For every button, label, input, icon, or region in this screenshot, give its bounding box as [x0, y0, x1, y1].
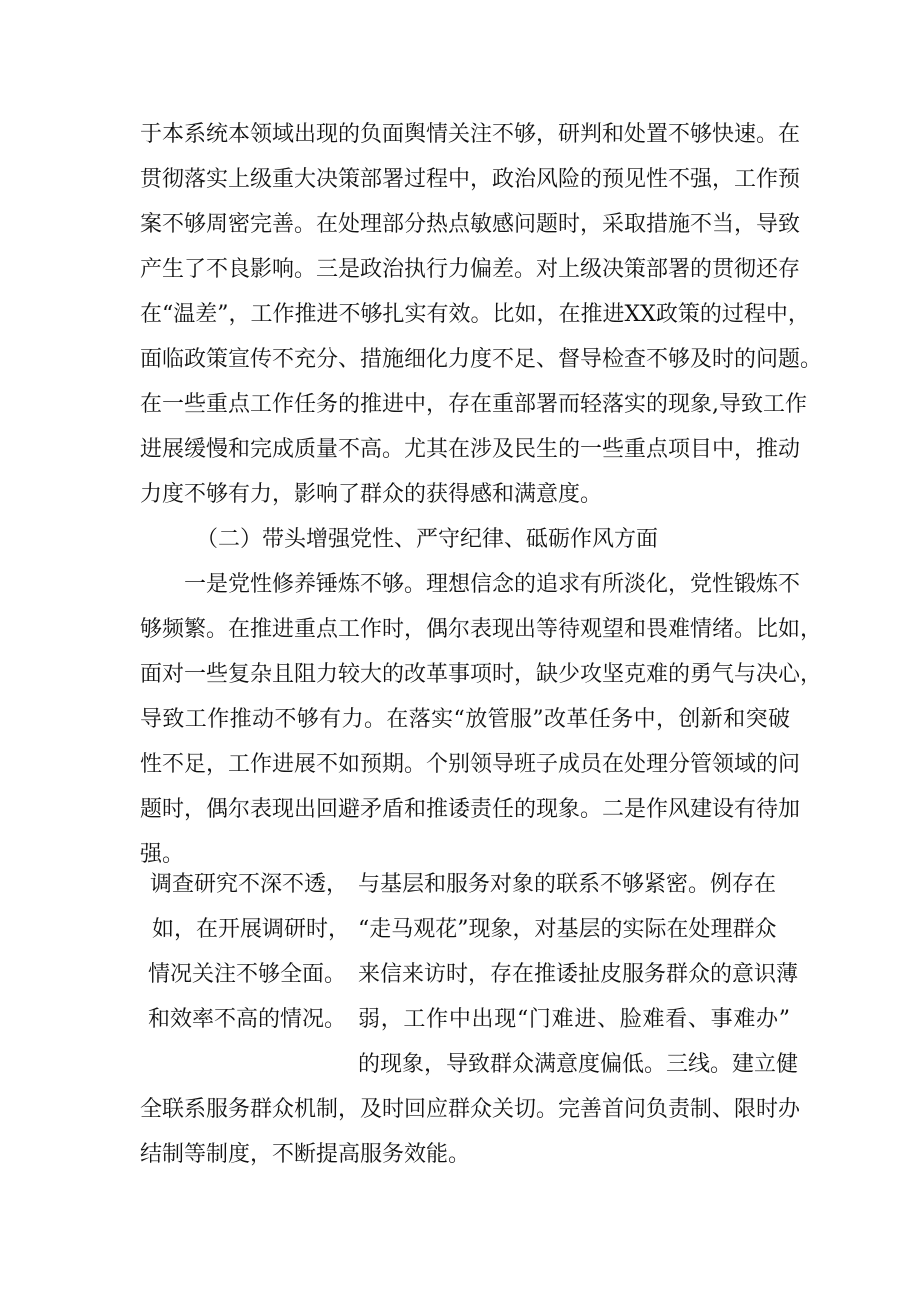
- text-line: 在“温差”，工作推进不够扎实有效。比如，在推进XX政策的过程中，: [140, 302, 810, 327]
- text-line: 力度不够有力，影响了群众的获得感和满意度。: [140, 482, 603, 507]
- text-line: 情况关注不够全面。: [148, 962, 347, 987]
- text-line: 如，在开展调研时，: [152, 917, 351, 942]
- text-line: 一是党性修养锤炼不够。理想信念的追求有所淡化，党性锻炼不: [184, 572, 801, 597]
- section-heading: （二）带头增强党性、严守纪律、砥砺作风方面: [196, 527, 659, 552]
- text-line: 调查研究不深不透，: [150, 872, 349, 897]
- text-line: 结制等制度，不断提高服务效能。: [140, 1142, 471, 1167]
- text-line: 在一些重点工作任务的推进中，存在重部署而轻落实的现象,导致工作: [140, 392, 807, 417]
- text-line: 全联系服务群众机制，及时回应群众关切。完善首问负责制、限时办: [140, 1097, 801, 1122]
- text-line: 够频繁。在推进重点工作时，偶尔表现出等待观望和畏难情绪。比如，: [140, 617, 823, 642]
- text-line: 面对一些复杂且阻力较大的改革事项时，缺少攻坚克难的勇气与决心，: [140, 662, 823, 687]
- text-line: 产生了不良影响。三是政治执行力偏差。对上级决策部署的贯彻还存: [140, 257, 801, 282]
- text-line: 案不够周密完善。在处理部分热点敏感问题时，采取措施不当，导致: [140, 212, 801, 237]
- text-line: 与基层和服务对象的联系不够紧密。例存在: [358, 872, 777, 897]
- text-line: 来信来访时，存在推诿扯皮服务群众的意识薄: [358, 962, 799, 987]
- text-line: 贯彻落实上级重大决策部署过程中，政治风险的预见性不强，工作预: [140, 167, 801, 192]
- text-line: 题时，偶尔表现出回避矛盾和推诿责任的现象。二是作风建设有待加: [140, 797, 801, 822]
- text-line: 弱，工作中出现“门难进、脸难看、事难办”: [358, 1007, 790, 1032]
- text-line: 性不足，工作进展不如预期。个别领导班子成员在处理分管领域的问: [140, 752, 801, 777]
- text-line: 和效率不高的情况。: [148, 1007, 347, 1032]
- text-line: “走马观花”现象，对基层的实际在处理群众: [358, 917, 777, 942]
- text-line: 面临政策宣传不充分、措施细化力度不足、督导检查不够及时的问题。: [140, 347, 823, 372]
- text-line: 导致工作推动不够有力。在落实“放管服”改革任务中，创新和突破: [140, 707, 790, 732]
- text-line: 的现象，导致群众满意度偏低。三线。建立健: [358, 1052, 799, 1077]
- text-line: 于本系统本领域出现的负面舆情关注不够，研判和处置不够快速。在: [140, 122, 801, 147]
- text-line: 进展缓慢和完成质量不高。尤其在涉及民生的一些重点项目中，推动: [140, 437, 801, 462]
- text-line: 强。: [140, 842, 185, 867]
